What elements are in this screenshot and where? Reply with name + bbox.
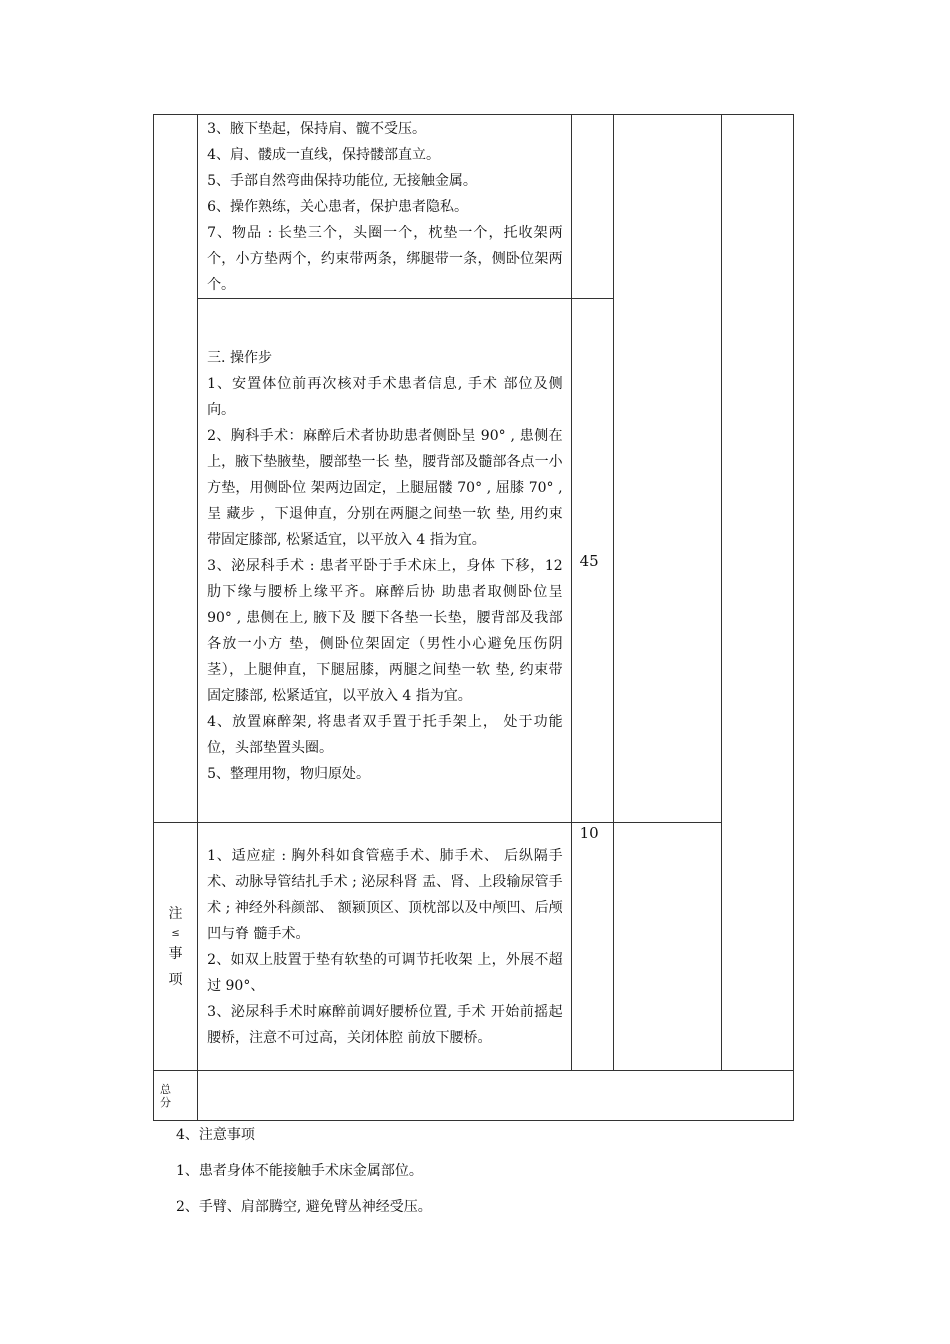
notes-label-1: 注 <box>168 905 183 922</box>
side-cell-top <box>154 115 198 823</box>
procedure-cell <box>198 299 572 823</box>
evaluation-table <box>153 114 794 1121</box>
note-line-3: 3、泌尿科手术时麻醉前调好腰桥位置, 手术 开始前摇起腰桥，注意不可过高，关闭体腔 前放下腰桥。 <box>207 1004 563 1046</box>
total-label: 总分 <box>160 1082 171 1109</box>
procedure-heading: 三. 操作步 <box>207 350 272 366</box>
note-line-1: 1、适应症 : 胸外科如食管癌手术、肺手术、 后纵隔手术、动脉导管结扎手术 ; 泌尿科肾 盂、肾、上段输尿管手术 ; 神经外科颜部、 额颍顶区、顶枕部以及中颅凹、后颅凹与脊 髓手术。 <box>207 848 563 942</box>
notes-label-4: 项 <box>168 971 183 988</box>
score-10: 10 <box>579 824 599 842</box>
proc-line-1: 1、安置体位前再次核对手术患者信息, 手术 部位及侧向。 <box>207 376 563 418</box>
score-cell-10 <box>571 823 613 1071</box>
notes-label-2: ≤ <box>171 927 180 939</box>
after-line-1: 1、患者身体不能接触手术床金属部位。 <box>176 1163 423 1179</box>
req-line-5: 7、物品 : 长垫三个，头圈一个，枕垫一个，托收架两个，小方垫两个，约束带两条，绑腿带一条，侧卧位架两个。 <box>207 225 563 293</box>
notes-label-cell <box>154 823 198 1071</box>
score-cell-45 <box>571 299 613 823</box>
after-line-2: 2、手臂、肩部腾空, 避免臂丛神经受压。 <box>176 1199 432 1215</box>
req-line-2: 4、肩、髅成一直线，保持髅部直立。 <box>207 147 440 163</box>
proc-line-5: 5、整理用物，物归原处。 <box>207 766 370 782</box>
proc-line-3: 3、泌尿科手术 : 患者平卧于手术床上，身体 下移，12 肋下缘与腰桥上缘平齐。麻醉后协 助患者取侧卧位呈 90° , 患侧在上, 腋下及 腰下各垫一长垫，腰背部及我部各放一小方 垫，侧卧位架固定（男性小心避免压伤阴 茎），上腿伸直，下腿屈膝，两腿之间垫一软 垫, 约束带固定膝部, 松紧适宜，以平放入 4 指为宜。 <box>207 558 563 704</box>
req-line-3: 5、手部自然弯曲保持功能位, 无接触金属。 <box>207 173 477 189</box>
proc-line-2: 2、胸科手术：麻醉后术者协助患者侧卧呈 90° , 患侧在上，腋下垫腋垫，腰部垫一长 垫，腰背部及髓部各点一小方垫，用侧卧位 架两边固定，上腿屈髅 70° , 屈膝 70° , 呈 藏步 ，下退伸直，分别在两腿之间垫一软 垫, 用约束带固定膝部, 松紧适宜，以平放入 4 指为宜。 <box>207 428 563 548</box>
score-cell-top <box>571 115 613 299</box>
total-value-cell <box>198 1071 794 1121</box>
after-heading: 4、注意事项 <box>176 1127 255 1143</box>
blank-cell-b <box>721 115 793 1071</box>
notes-cell <box>198 823 572 1071</box>
blank-cell-c <box>613 823 721 1071</box>
notes-label-3: 事 <box>168 945 183 962</box>
total-label-cell <box>154 1071 198 1121</box>
blank-cell-a <box>613 115 721 823</box>
score-45: 45 <box>579 551 599 570</box>
requirements-cell <box>198 115 572 299</box>
req-line-4: 6、操作熟练，关心患者，保护患者隐私。 <box>207 199 468 215</box>
req-line-1: 3、腋下垫起，保持肩、髋不受压。 <box>207 121 426 137</box>
proc-line-4: 4、放置麻醉架, 将患者双手置于托手架上， 处于功能位，头部垫置头圈。 <box>207 714 563 756</box>
note-line-2: 2、如双上肢置于垫有软垫的可调节托收架 上，外展不超过 90°、 <box>207 952 563 994</box>
